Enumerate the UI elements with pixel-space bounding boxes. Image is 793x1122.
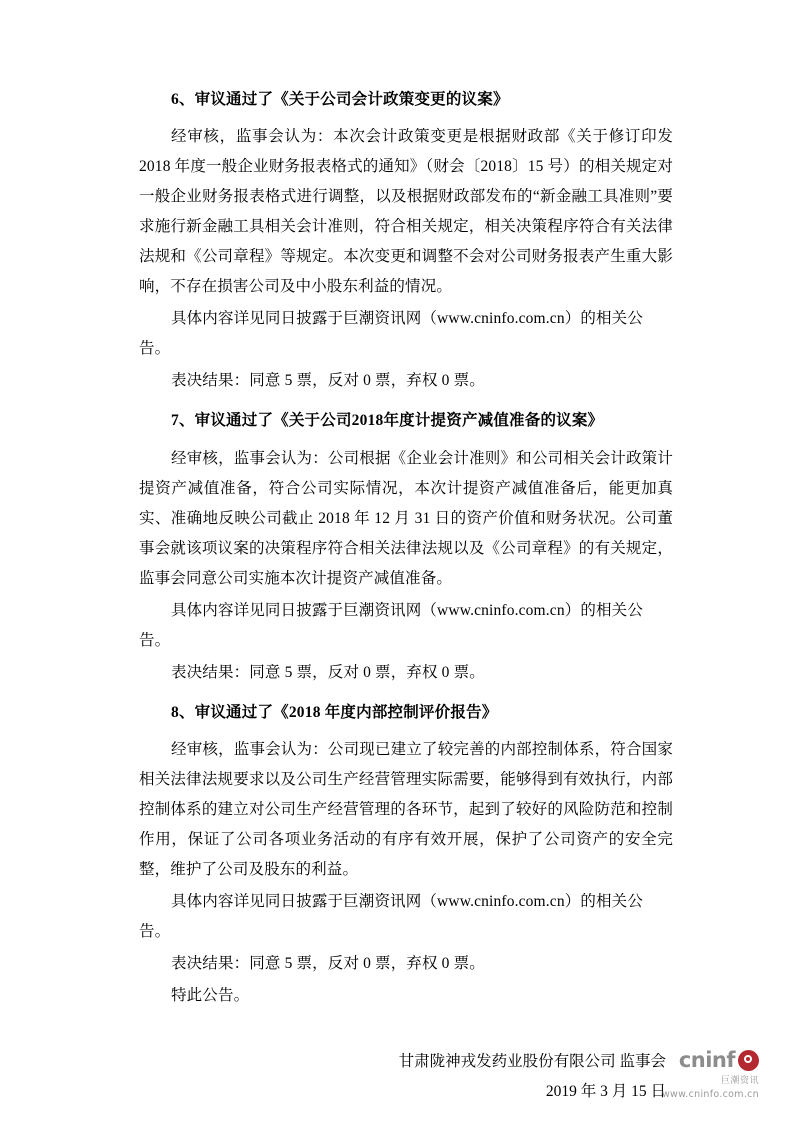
- section-body: 经审核，监事会认为：公司根据《企业会计准则》和公司相关会计政策计提资产减值准备，符合公司实际情况，本次计提资产减值准备后，能更加真实、准确地反映公司截止 2018 年 12 月 31 日的资产价值和财务状况。公司董事会就该项议案的决策程序符合相关法律法规以及《公司章程》的有关规定，监事会同意公司实施本次计提资产减值准备。: [139, 449, 673, 587]
- closing-statement: 特此公告。: [171, 986, 250, 1004]
- cninfo-watermark: [619, 1048, 759, 1100]
- section-vote-result: 表决结果：同意 5 票，反对 0 票，弃权 0 票。: [171, 372, 485, 390]
- section-7: [139, 409, 673, 687]
- watermark-url: www.cninfo.com.cn: [661, 1089, 759, 1100]
- section-disclosure: 具体内容详见同日披露于巨潮资讯网（www.cninfo.com.cn）的相关公告。: [139, 601, 643, 649]
- section-heading: 7、审议通过了《关于公司2018年度计提资产减值准备的议案》: [171, 412, 604, 430]
- signature-company: 甘肃陇神戎发药业股份有限公司 监事会: [398, 1052, 666, 1070]
- section-heading: 6、审议通过了《关于公司会计政策变更的议案》: [171, 91, 509, 108]
- section-body: 经审核，监事会认为：本次会计政策变更是根据财政部《关于修订印发 2018 年度一般企业财务报表格式的通知》（财会〔2018〕15 号）的相关规定对一般企业财务报表格式进行调整，以及根据财政部发布的“新金融工具准则”要求施行新金融工具相关会计准则，符合相关规定，相关决策程序符合有关法律法规和《公司章程》等规定。本次变更和调整不会对公司财务报表产生重大影响，不存在损害公司及中小股东利益的情况。: [139, 128, 673, 296]
- section-disclosure: 具体内容详见同日披露于巨潮资讯网（www.cninfo.com.cn）的相关公告。: [139, 892, 643, 940]
- signature-block: [139, 1047, 673, 1107]
- section-vote-result: 表决结果：同意 5 票，反对 0 票，弃权 0 票。: [171, 954, 485, 972]
- section-vote-result: 表决结果：同意 5 票，反对 0 票，弃权 0 票。: [171, 663, 485, 681]
- watermark-logo: [619, 1048, 759, 1072]
- section-body: 经审核，监事会认为：公司现已建立了较完善的内部控制体系，符合国家相关法律法规要求以及公司生产经营管理实际需要，能够得到有效执行，内部控制体系的建立对公司生产经营管理的各环节，起到了较好的风险防范和控制作用，保证了公司各项业务活动的有序有效开展，保护了公司资产的安全完整，维护了公司及股东的利益。: [139, 740, 673, 878]
- watermark-brand: cninf: [678, 1048, 735, 1072]
- section-disclosure: 具体内容详见同日披露于巨潮资讯网（www.cninfo.com.cn）的相关公告。: [139, 310, 643, 358]
- section-8: [139, 701, 673, 1011]
- section-heading: 8、审议通过了《2018 年度内部控制评价报告》: [171, 703, 498, 721]
- signature-date: 2019 年 3 月 15 日: [545, 1082, 666, 1100]
- cninfo-badge-icon: [738, 1050, 759, 1071]
- section-6: [139, 88, 673, 396]
- watermark-subtitle: 巨潮资讯: [720, 1076, 759, 1086]
